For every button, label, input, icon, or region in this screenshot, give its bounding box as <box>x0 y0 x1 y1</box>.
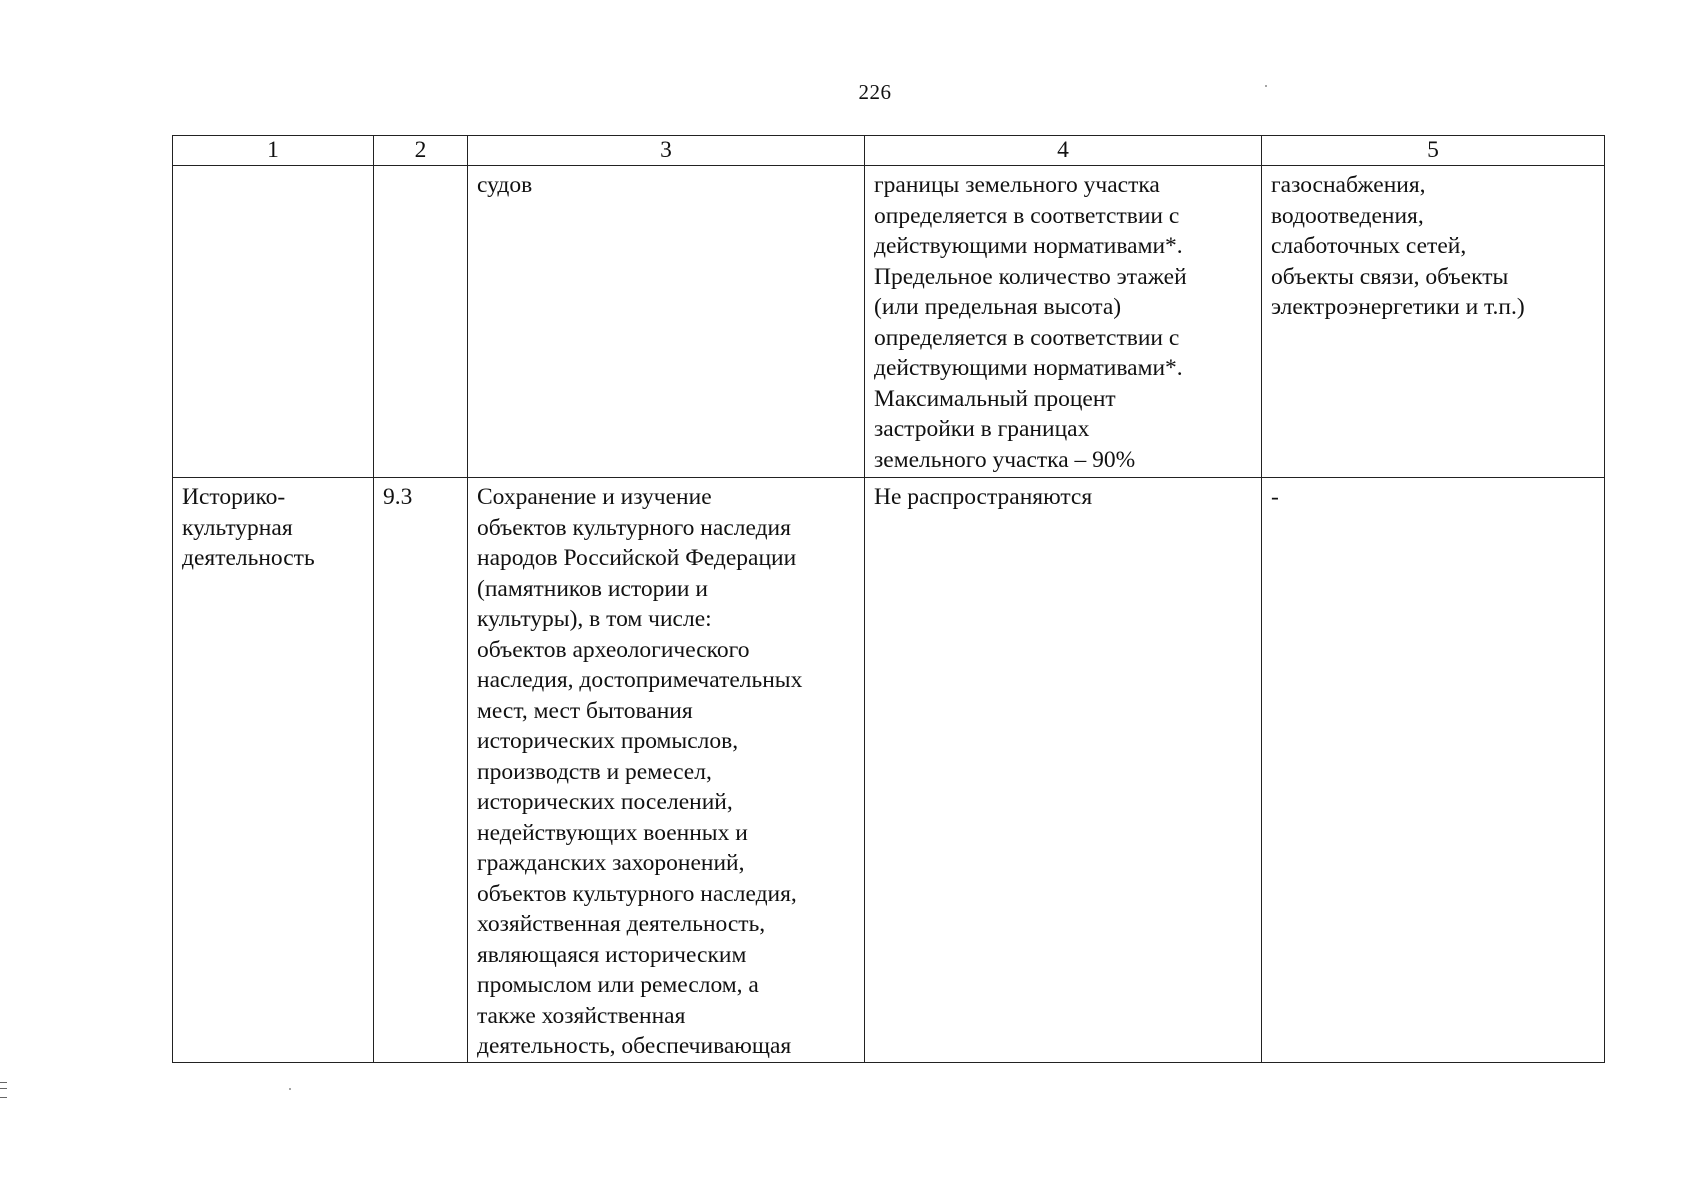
scan-speck <box>1265 85 1267 87</box>
regulations-table <box>172 135 1605 1063</box>
cell-parameters: Не распространяются <box>865 478 1262 1063</box>
cell-parameters: границы земельного участка определяется в соответствии с действующими нормативами*. Предельное количество этажей (или предельная высота) определяется в соответствии с действующими нормативами*. Максимальный процент застройки в границах земельного участка – 90% <box>865 166 1262 478</box>
column-number-5: 5 <box>1262 136 1605 166</box>
table-row <box>173 166 1605 478</box>
header-row <box>173 136 1605 166</box>
column-number-2: 2 <box>374 136 468 166</box>
column-number-4: 4 <box>865 136 1262 166</box>
column-number-1: 1 <box>173 136 374 166</box>
cell-code <box>374 166 468 478</box>
table-row <box>173 478 1605 1063</box>
cell-additional: - <box>1262 478 1605 1063</box>
scan-edge-mark <box>0 1082 7 1098</box>
cell-code: 9.3 <box>374 478 468 1063</box>
cell-use-type: Историко- культурная деятельность <box>173 478 374 1063</box>
cell-additional: газоснабжения, водоотведения, слаботочных сетей, объекты связи, объекты электроэнергетики и т.п.) <box>1262 166 1605 478</box>
cell-description: судов <box>468 166 865 478</box>
page-number: 226 <box>858 80 892 104</box>
cell-use-type <box>173 166 374 478</box>
column-number-3: 3 <box>468 136 865 166</box>
scan-speck <box>289 1088 291 1090</box>
cell-description: Сохранение и изучение объектов культурного наследия народов Российской Федерации (памятников истории и культуры), в том числе: объектов археологического наследия, достопримечательных мест, мест бытования исторических промыслов, производств и ремесел, исторических поселений, недействующих военных и гражданских захоронений, объектов культурного наследия, хозяйственная деятельность, являющаяся историческим промыслом или ремеслом, а также хозяйственная деятельность, обеспечивающая <box>468 478 865 1063</box>
